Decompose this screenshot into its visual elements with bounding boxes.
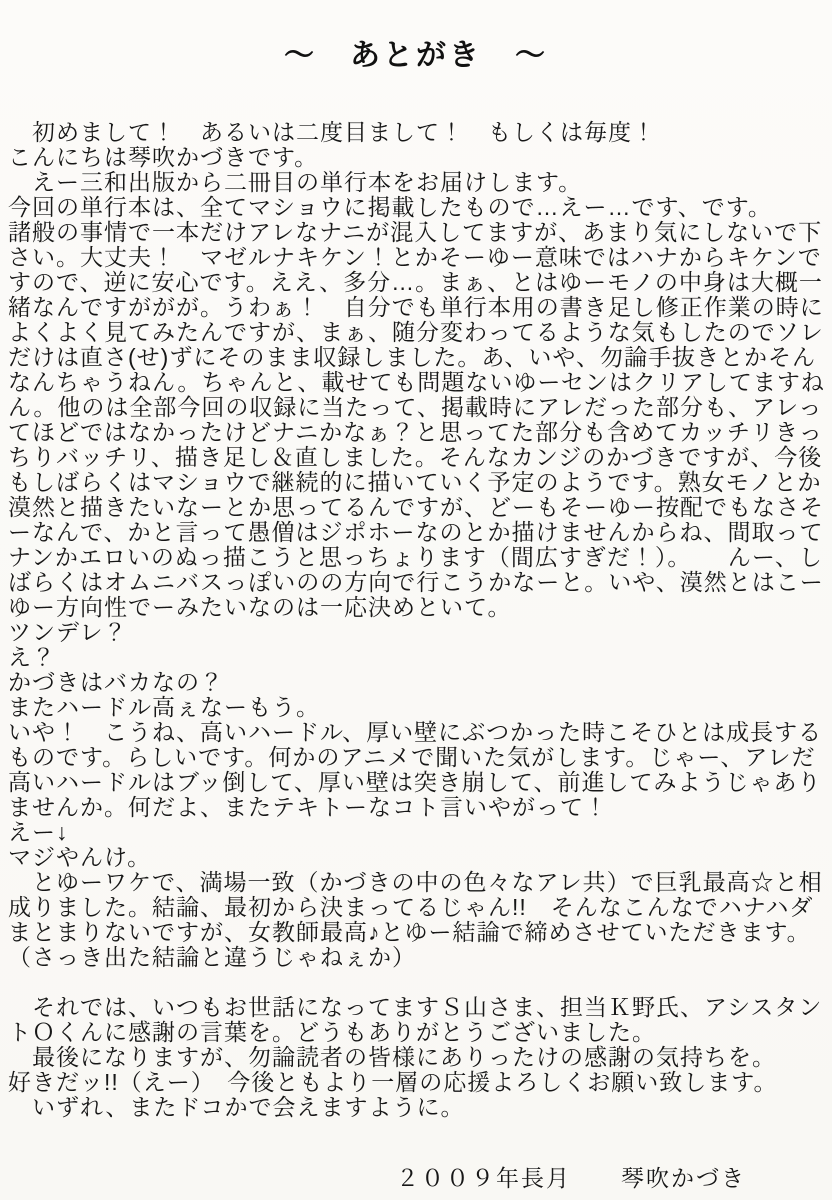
text-line: もしばらくはマショウで継続的に描いていく予定のようです。熟女モノとか: [8, 470, 822, 495]
text-line: まとまりないですが、女教師最高♪とゆー結論で締めさせていただきます。: [8, 920, 811, 945]
text-line: ツンデレ？: [8, 620, 128, 645]
text-line: 好きだッ!!（えー） 今後ともより一層の応援よろしくお願い致します。: [8, 1070, 778, 1095]
text-line: 緒なんですががが。うわぁ！ 自分でも単行本用の書き足し修正作業の時に: [8, 295, 824, 320]
text-line: ませんか。何だよ、またテキトーなコト言いやがって！: [8, 795, 608, 820]
text-line: すので、逆に安心です。ええ、多分…。まぁ、とはゆーモノの中身は大概一: [8, 270, 823, 295]
text-line: だけは直さ(せ)ずにそのまま収録しました。あ、いや、勿論手抜きとかそん: [8, 345, 816, 370]
text-line: かづきはバカなの？: [8, 670, 224, 695]
text-line: マジやんけ。: [8, 845, 152, 870]
text-line: ばらくはオムニバスっぽいのの方向で行こうかなーと。いや、漠然とはこー: [8, 570, 824, 595]
text-line: ゆー方向性でーみたいなのは一応決めといて。: [8, 595, 512, 620]
text-line: いや！ こうね、高いハードル、厚い壁にぶつかった時こそひとは成長する: [8, 720, 823, 745]
text-line: [8, 970, 828, 995]
text-line: 漠然と描きたいなーとか思ってるんですが、どーもそーゆー按配でもなさそ: [8, 495, 824, 520]
text-line: ちりバッチリ、描き足し＆直しました。そんなカンジのかづきですが、今後: [8, 445, 823, 470]
text-line: （さっき出た結論と違うじゃねぇか）: [8, 945, 416, 970]
text-line: えー三和出版から二冊目の単行本をお届けします。: [8, 170, 583, 195]
page-title: 〜 あとがき 〜: [284, 38, 548, 73]
text-line: え？: [8, 645, 56, 670]
text-line: さい。大丈夫！ マゼルナキケン！とかそーゆー意味ではハナからキケンで: [8, 245, 822, 270]
text-line: いずれ、またドコかで会えますように。: [8, 1095, 465, 1120]
text-line: 成りました。結論、最初から決まってるじゃん!! そんなこんなでハナハダ: [8, 895, 814, 920]
text-line: てほどではなかったけどナニかなぁ？と思ってた部分も含めてカッチリきっ: [8, 420, 823, 445]
text-line: ものです。らしいです。何かのアニメで聞いた気がします。じゃー、アレだ: [8, 745, 816, 770]
text-line: ん。他のは全部今回の収録に当たって、掲載時にアレだった部分も、アレっ: [8, 395, 823, 420]
text-line: えー↓: [8, 820, 69, 845]
text-line: ナンかエロいのぬっ描こうと思っちょります（間広すぎだ！）。 んー、し: [8, 545, 823, 570]
text-line: とゆーワケで、満場一致（かづきの中の色々なアレ共）で巨乳最高☆と相: [8, 870, 823, 895]
text-line: ーなんで、かと言って愚僧はジポホーなのとか描けませんからね、間取って: [8, 520, 824, 545]
text-line: 諸般の事情で一本だけアレなナニが混入してますが、あまり気にしないで下: [8, 220, 823, 245]
text-line: 最後になりますが、勿論読者の皆様にありったけの感謝の気持ちを。: [8, 1045, 776, 1070]
text-line: それでは、いつもお世話になってますＳ山さま、担当Ｋ野氏、アシスタン: [8, 995, 823, 1020]
text-line: 高いハードルはブッ倒して、厚い壁は突き崩して、前進してみようじゃあり: [8, 770, 822, 795]
text-line: またハードル高ぇなーもう。: [8, 695, 320, 720]
text-line: よくよく見てみたんですが、まぁ、随分変わってるような気もしたのでソレ: [8, 320, 824, 345]
text-line: トＯくんに感謝の言葉を。どうもありがとうございました。: [8, 1020, 656, 1045]
text-line: なんちゃうねん。ちゃんと、載せても問題ないゆーセンはクリアしてますね: [8, 370, 825, 395]
afterword-body: [0, 120, 832, 1120]
text-line: こんにちは琴吹かづきです。: [8, 145, 319, 170]
text-line: 今回の単行本は、全てマショウに掲載したもので…えー…です、です。: [8, 195, 772, 220]
text-line: 初めまして！ あるいは二度目まして！ もしくは毎度！: [8, 120, 656, 145]
signature-line: ２００９年長月 琴吹かづき: [396, 1165, 746, 1191]
